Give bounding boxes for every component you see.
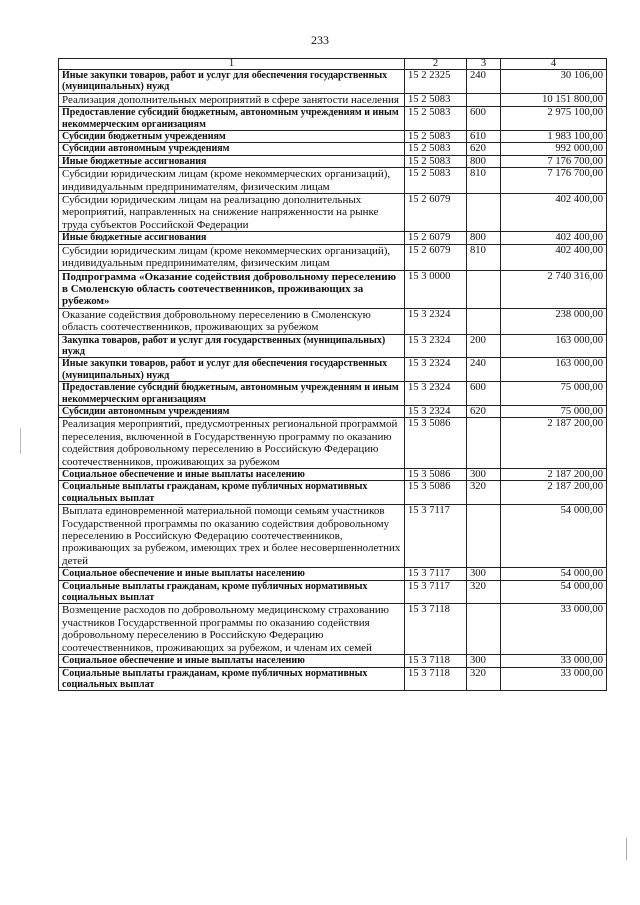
scan-mark-left	[20, 428, 21, 454]
row-sum-cell: 1 983 100,00	[501, 131, 607, 143]
row-sum-cell: 163 000,00	[501, 358, 607, 382]
row-sum-cell: 2 187 200,00	[501, 469, 607, 481]
row-type-cell: 600	[467, 107, 501, 131]
table-row	[59, 580, 607, 604]
row-code-cell: 15 3 0000	[405, 270, 467, 308]
table-row	[59, 382, 607, 406]
row-name-cell: Подпрограмма «Оказание содействия добровольному переселению в Смоленскую область соотечественников, проживающих за рубежом»	[59, 270, 405, 308]
row-sum-cell: 7 176 700,00	[501, 155, 607, 167]
row-name-cell: Социальное обеспечение и иные выплаты населению	[59, 469, 405, 481]
header-col-3: 3	[467, 59, 501, 70]
row-code-cell: 15 3 5086	[405, 481, 467, 505]
row-name-cell: Предоставление субсидий бюджетным, автономным учреждениям и иным некоммерческим организациям	[59, 382, 405, 406]
row-type-cell	[467, 308, 501, 334]
row-sum-cell: 992 000,00	[501, 143, 607, 155]
row-type-cell: 240	[467, 70, 501, 94]
row-code-cell: 15 3 7117	[405, 505, 467, 568]
table-row	[59, 481, 607, 505]
row-code-cell: 15 2 5083	[405, 155, 467, 167]
table-row	[59, 604, 607, 655]
row-name-cell: Иные бюджетные ассигнования	[59, 155, 405, 167]
scan-mark-right	[626, 838, 627, 860]
table-row	[59, 107, 607, 131]
row-name-cell: Субсидии автономным учреждениям	[59, 405, 405, 417]
row-sum-cell: 402 400,00	[501, 194, 607, 232]
row-sum-cell: 402 400,00	[501, 244, 607, 270]
row-code-cell: 15 2 6079	[405, 232, 467, 244]
row-name-cell: Выплата единовременной материальной помощи семьям участников Государственной программы по оказанию содействия добровольному переселению в Российскую Федерацию соотечественников, проживающих за рубежом, имеющих трех и более несовершеннолетних детей	[59, 505, 405, 568]
table-row	[59, 667, 607, 691]
row-sum-cell: 54 000,00	[501, 568, 607, 580]
row-type-cell	[467, 418, 501, 469]
row-name-cell: Иные закупки товаров, работ и услуг для обеспечения государственных (муниципальных) нужд	[59, 70, 405, 94]
row-code-cell: 15 2 5083	[405, 131, 467, 143]
row-code-cell: 15 3 7117	[405, 580, 467, 604]
row-type-cell: 800	[467, 232, 501, 244]
row-type-cell: 810	[467, 168, 501, 194]
header-col-1: 1	[59, 59, 405, 70]
row-sum-cell: 163 000,00	[501, 334, 607, 358]
table-row	[59, 232, 607, 244]
table-row	[59, 168, 607, 194]
row-sum-cell: 30 106,00	[501, 70, 607, 94]
row-code-cell: 15 3 5086	[405, 418, 467, 469]
row-sum-cell: 2 187 200,00	[501, 481, 607, 505]
table-row	[59, 143, 607, 155]
row-name-cell: Возмещение расходов по добровольному медицинскому страхованию участников Государственной программы по оказанию содействия добровольному переселению в Российскую Федерацию соотечественников, проживающих за рубежом, и членам их семей	[59, 604, 405, 655]
row-code-cell: 15 2 5083	[405, 93, 467, 106]
table-row	[59, 155, 607, 167]
row-type-cell: 610	[467, 131, 501, 143]
row-name-cell: Субсидии юридическим лицам на реализацию дополнительных мероприятий, направленных на снижение напряженности на рынке труда субъектов Российской Федерации	[59, 194, 405, 232]
row-type-cell: 200	[467, 334, 501, 358]
page-number: 233	[311, 33, 329, 47]
table-row	[59, 418, 607, 469]
row-code-cell: 15 3 7118	[405, 655, 467, 667]
budget-table	[58, 58, 607, 691]
row-sum-cell: 33 000,00	[501, 604, 607, 655]
row-sum-cell: 54 000,00	[501, 505, 607, 568]
table-row	[59, 334, 607, 358]
row-type-cell: 300	[467, 469, 501, 481]
table-row	[59, 308, 607, 334]
row-name-cell: Субсидии автономным учреждениям	[59, 143, 405, 155]
table-row	[59, 358, 607, 382]
row-sum-cell: 54 000,00	[501, 580, 607, 604]
row-code-cell: 15 3 5086	[405, 469, 467, 481]
row-name-cell: Субсидии юридическим лицам (кроме некоммерческих организаций), индивидуальным предпринимателям, физическим лицам	[59, 244, 405, 270]
row-type-cell	[467, 505, 501, 568]
row-code-cell: 15 3 2324	[405, 405, 467, 417]
row-type-cell: 320	[467, 481, 501, 505]
row-name-cell: Социальные выплаты гражданам, кроме публичных нормативных социальных выплат	[59, 580, 405, 604]
row-name-cell: Социальное обеспечение и иные выплаты населению	[59, 568, 405, 580]
row-name-cell: Социальные выплаты гражданам, кроме публичных нормативных социальных выплат	[59, 667, 405, 691]
row-sum-cell: 2 187 200,00	[501, 418, 607, 469]
row-sum-cell: 33 000,00	[501, 667, 607, 691]
row-type-cell: 600	[467, 382, 501, 406]
row-type-cell: 620	[467, 143, 501, 155]
row-name-cell: Реализация дополнительных мероприятий в сфере занятости населения	[59, 93, 405, 106]
table-row	[59, 70, 607, 94]
row-sum-cell: 10 151 800,00	[501, 93, 607, 106]
header-col-4: 4	[501, 59, 607, 70]
row-type-cell: 620	[467, 405, 501, 417]
table-header-row	[59, 59, 607, 70]
table-body	[59, 70, 607, 691]
header-col-2: 2	[405, 59, 467, 70]
table-row	[59, 505, 607, 568]
table-row	[59, 244, 607, 270]
row-sum-cell: 75 000,00	[501, 405, 607, 417]
table-row	[59, 568, 607, 580]
row-code-cell: 15 3 7118	[405, 667, 467, 691]
row-type-cell	[467, 270, 501, 308]
row-type-cell: 300	[467, 568, 501, 580]
row-sum-cell: 2 740 316,00	[501, 270, 607, 308]
table-row	[59, 469, 607, 481]
row-type-cell: 320	[467, 667, 501, 691]
row-name-cell: Иные закупки товаров, работ и услуг для обеспечения государственных (муниципальных) нужд	[59, 358, 405, 382]
row-sum-cell: 2 975 100,00	[501, 107, 607, 131]
row-code-cell: 15 3 7117	[405, 568, 467, 580]
row-code-cell: 15 2 5083	[405, 168, 467, 194]
row-code-cell: 15 2 5083	[405, 143, 467, 155]
row-type-cell: 810	[467, 244, 501, 270]
table-row	[59, 131, 607, 143]
row-code-cell: 15 3 2324	[405, 358, 467, 382]
row-name-cell: Реализация мероприятий, предусмотренных региональной программой переселения, включенной в Государственную программу по оказанию содействия добровольному переселению в Российскую Федерацию соотечественников, проживающих за рубежом	[59, 418, 405, 469]
row-sum-cell: 75 000,00	[501, 382, 607, 406]
row-name-cell: Оказание содействия добровольному переселению в Смоленскую область соотечественников, проживающих за рубежом	[59, 308, 405, 334]
row-code-cell: 15 3 2324	[405, 382, 467, 406]
row-name-cell: Социальное обеспечение и иные выплаты населению	[59, 655, 405, 667]
row-name-cell: Предоставление субсидий бюджетным, автономным учреждениям и иным некоммерческим организациям	[59, 107, 405, 131]
row-code-cell: 15 2 2325	[405, 70, 467, 94]
row-sum-cell: 7 176 700,00	[501, 168, 607, 194]
table-row	[59, 93, 607, 106]
row-code-cell: 15 2 5083	[405, 107, 467, 131]
row-name-cell: Социальные выплаты гражданам, кроме публичных нормативных социальных выплат	[59, 481, 405, 505]
row-name-cell: Иные бюджетные ассигнования	[59, 232, 405, 244]
table-row	[59, 405, 607, 417]
table-row	[59, 194, 607, 232]
row-type-cell: 240	[467, 358, 501, 382]
table-row	[59, 655, 607, 667]
row-type-cell	[467, 93, 501, 106]
row-type-cell	[467, 194, 501, 232]
row-code-cell: 15 3 7118	[405, 604, 467, 655]
row-name-cell: Закупка товаров, работ и услуг для государственных (муниципальных) нужд	[59, 334, 405, 358]
row-name-cell: Субсидии бюджетным учреждениям	[59, 131, 405, 143]
row-code-cell: 15 2 6079	[405, 244, 467, 270]
row-name-cell: Субсидии юридическим лицам (кроме некоммерческих организаций), индивидуальным предпринимателям, физическим лицам	[59, 168, 405, 194]
row-code-cell: 15 2 6079	[405, 194, 467, 232]
row-type-cell: 300	[467, 655, 501, 667]
row-sum-cell: 402 400,00	[501, 232, 607, 244]
row-code-cell: 15 3 2324	[405, 308, 467, 334]
row-sum-cell: 238 000,00	[501, 308, 607, 334]
row-type-cell: 800	[467, 155, 501, 167]
row-sum-cell: 33 000,00	[501, 655, 607, 667]
row-type-cell	[467, 604, 501, 655]
table-row	[59, 270, 607, 308]
row-type-cell: 320	[467, 580, 501, 604]
row-code-cell: 15 3 2324	[405, 334, 467, 358]
